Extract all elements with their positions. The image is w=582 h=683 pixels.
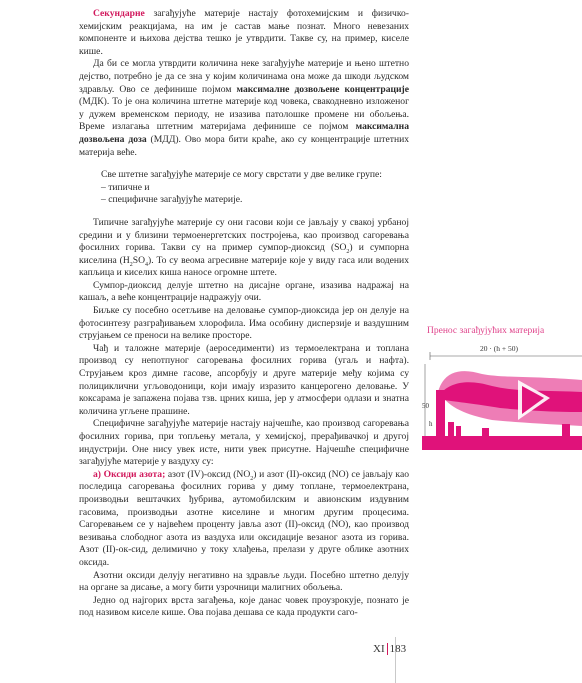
paragraph-sulfur-dioxide: Сумпор-диоксид делује штетно на дисајне органе, изазива надражај на кашаљ, а веће концентрације надражују очи. [79, 279, 409, 304]
figure-title: Пренос загађујућих материја [427, 326, 545, 336]
paragraph-specific-pollutants: Специфичне загађујуће материје настају најчешће, као производ сагоревања фосилних горива, при топљењу метала, у хемијској, прерађивачкој и другој индустрији. Оне нису увек исте, нити увек присутне. Најчешће специфичне загађујуће материје у ваздуху су: [79, 418, 409, 468]
dimension-top-label: 20 · (h + 50) [480, 344, 518, 353]
page-number: XI 183 [373, 643, 407, 655]
body-text-column [79, 8, 409, 620]
paragraph-secondary-pollutants: Секундарне загађујуће материје настају фотохемијским и физичко-хемијским реакцијама, на им је састав мање познат. Много невезаних компоненте и њихова дејства тешко је утврдити. Такве су, на пример, киселе кише. [79, 8, 409, 57]
paragraph-plants: Биљке су посебно осетљиве на деловање сумпор-диоксида јер он делује на фотосинтезу разграђивањем хлорофила. Има особину дисперзије и ваздушним струјањем се преноси на велике просторе. [79, 305, 409, 342]
pollutant-transfer-figure [422, 340, 582, 450]
dimension-left-label: 50 [422, 402, 429, 410]
dimension-h-label: h [429, 420, 433, 428]
paragraph-soot: Чађ и таложне материје (аероседименти) из термоелектрана и топлана производ су непотпуног сагоревања фосилних горива (угаљ и нафта). Струјањем кроз димне гасове, апсорбују и друге материје међу којима су полициклични угљоводоници, који имају изразито канцерогено деловање. У коксарама је запажена појава тзв. црних киша, јер у атмосфери одлази и знатна количина угљене прашине. [79, 342, 409, 417]
paragraph-health-effects: Азотни оксиди делују негативно на здравље људи. Посебно штетно делују на органе за дисање, а могу бити узрочници малигних обољења. [79, 569, 409, 594]
paragraph-nitrogen-oxides: а) Оксиди азота; азот (IV)-оксид $(NO_2)$ и азот (II)-оксид (NO) се јављају као последица сагоревања фосилних горива у диму топлане, термоелектрана, производњи вештачких ђубрива, аутомобилским и авионским издувним гасовима, производњи азотне киселине и многим другим процесима. Сагоревањем се у највећем проценту јавља азот (II)-оксид (NO), као производ везивања слободног азота из ваздуха или оксидације везаног азота из горива. Азот (II)-ок-сид, делимично у току хлађења, прелази у друге облике азотних оксида. [79, 468, 409, 568]
paragraph-acid-rain: Једно од најгорих врста загађења, које данас човек проузрокује, познато је под називом киселе кише. Ова појава дешава се када продукти саго- [79, 594, 409, 619]
paragraph-typical-pollutants: Типичне загађујуће материје су они гасови који се јављају у свакој урбаној средини и у близини термоенергетских постројења, као производ сагоревања фосилних горива. Такви су на пример сумпор-диоксид $(SO_2)$ и сумпорна киселина $(H_2SO_4)$. То су веома агресивне материје које у виду гаса или водених капљица и киселих киша наносе огромне штете. [79, 216, 409, 279]
paragraph-mdk: Да би се могла утврдити количина неке загађујуће материје и њено штетно дејство, потребно је да се зна у којим количинама она може да шкоди људском здрављу. Ово се дефинише појмом максималне дозвољене концентрације (МДК). То је она количина штетне материје код човека, свакодневно изложеног у дужем временском периоду, не изазива патолошке промене ни обољења. Време излагања штетним материјама дефинише се појмом максимална дозвољена доза (МДД). Ово мора бити краће, ако су концентрације штетних материја веће. [79, 58, 410, 158]
pollutant-groups-list: Све штетне загађујуће материје се могу сврстати у две велике групе: – типичне и – специфичне загађујуће материје. [101, 169, 382, 206]
